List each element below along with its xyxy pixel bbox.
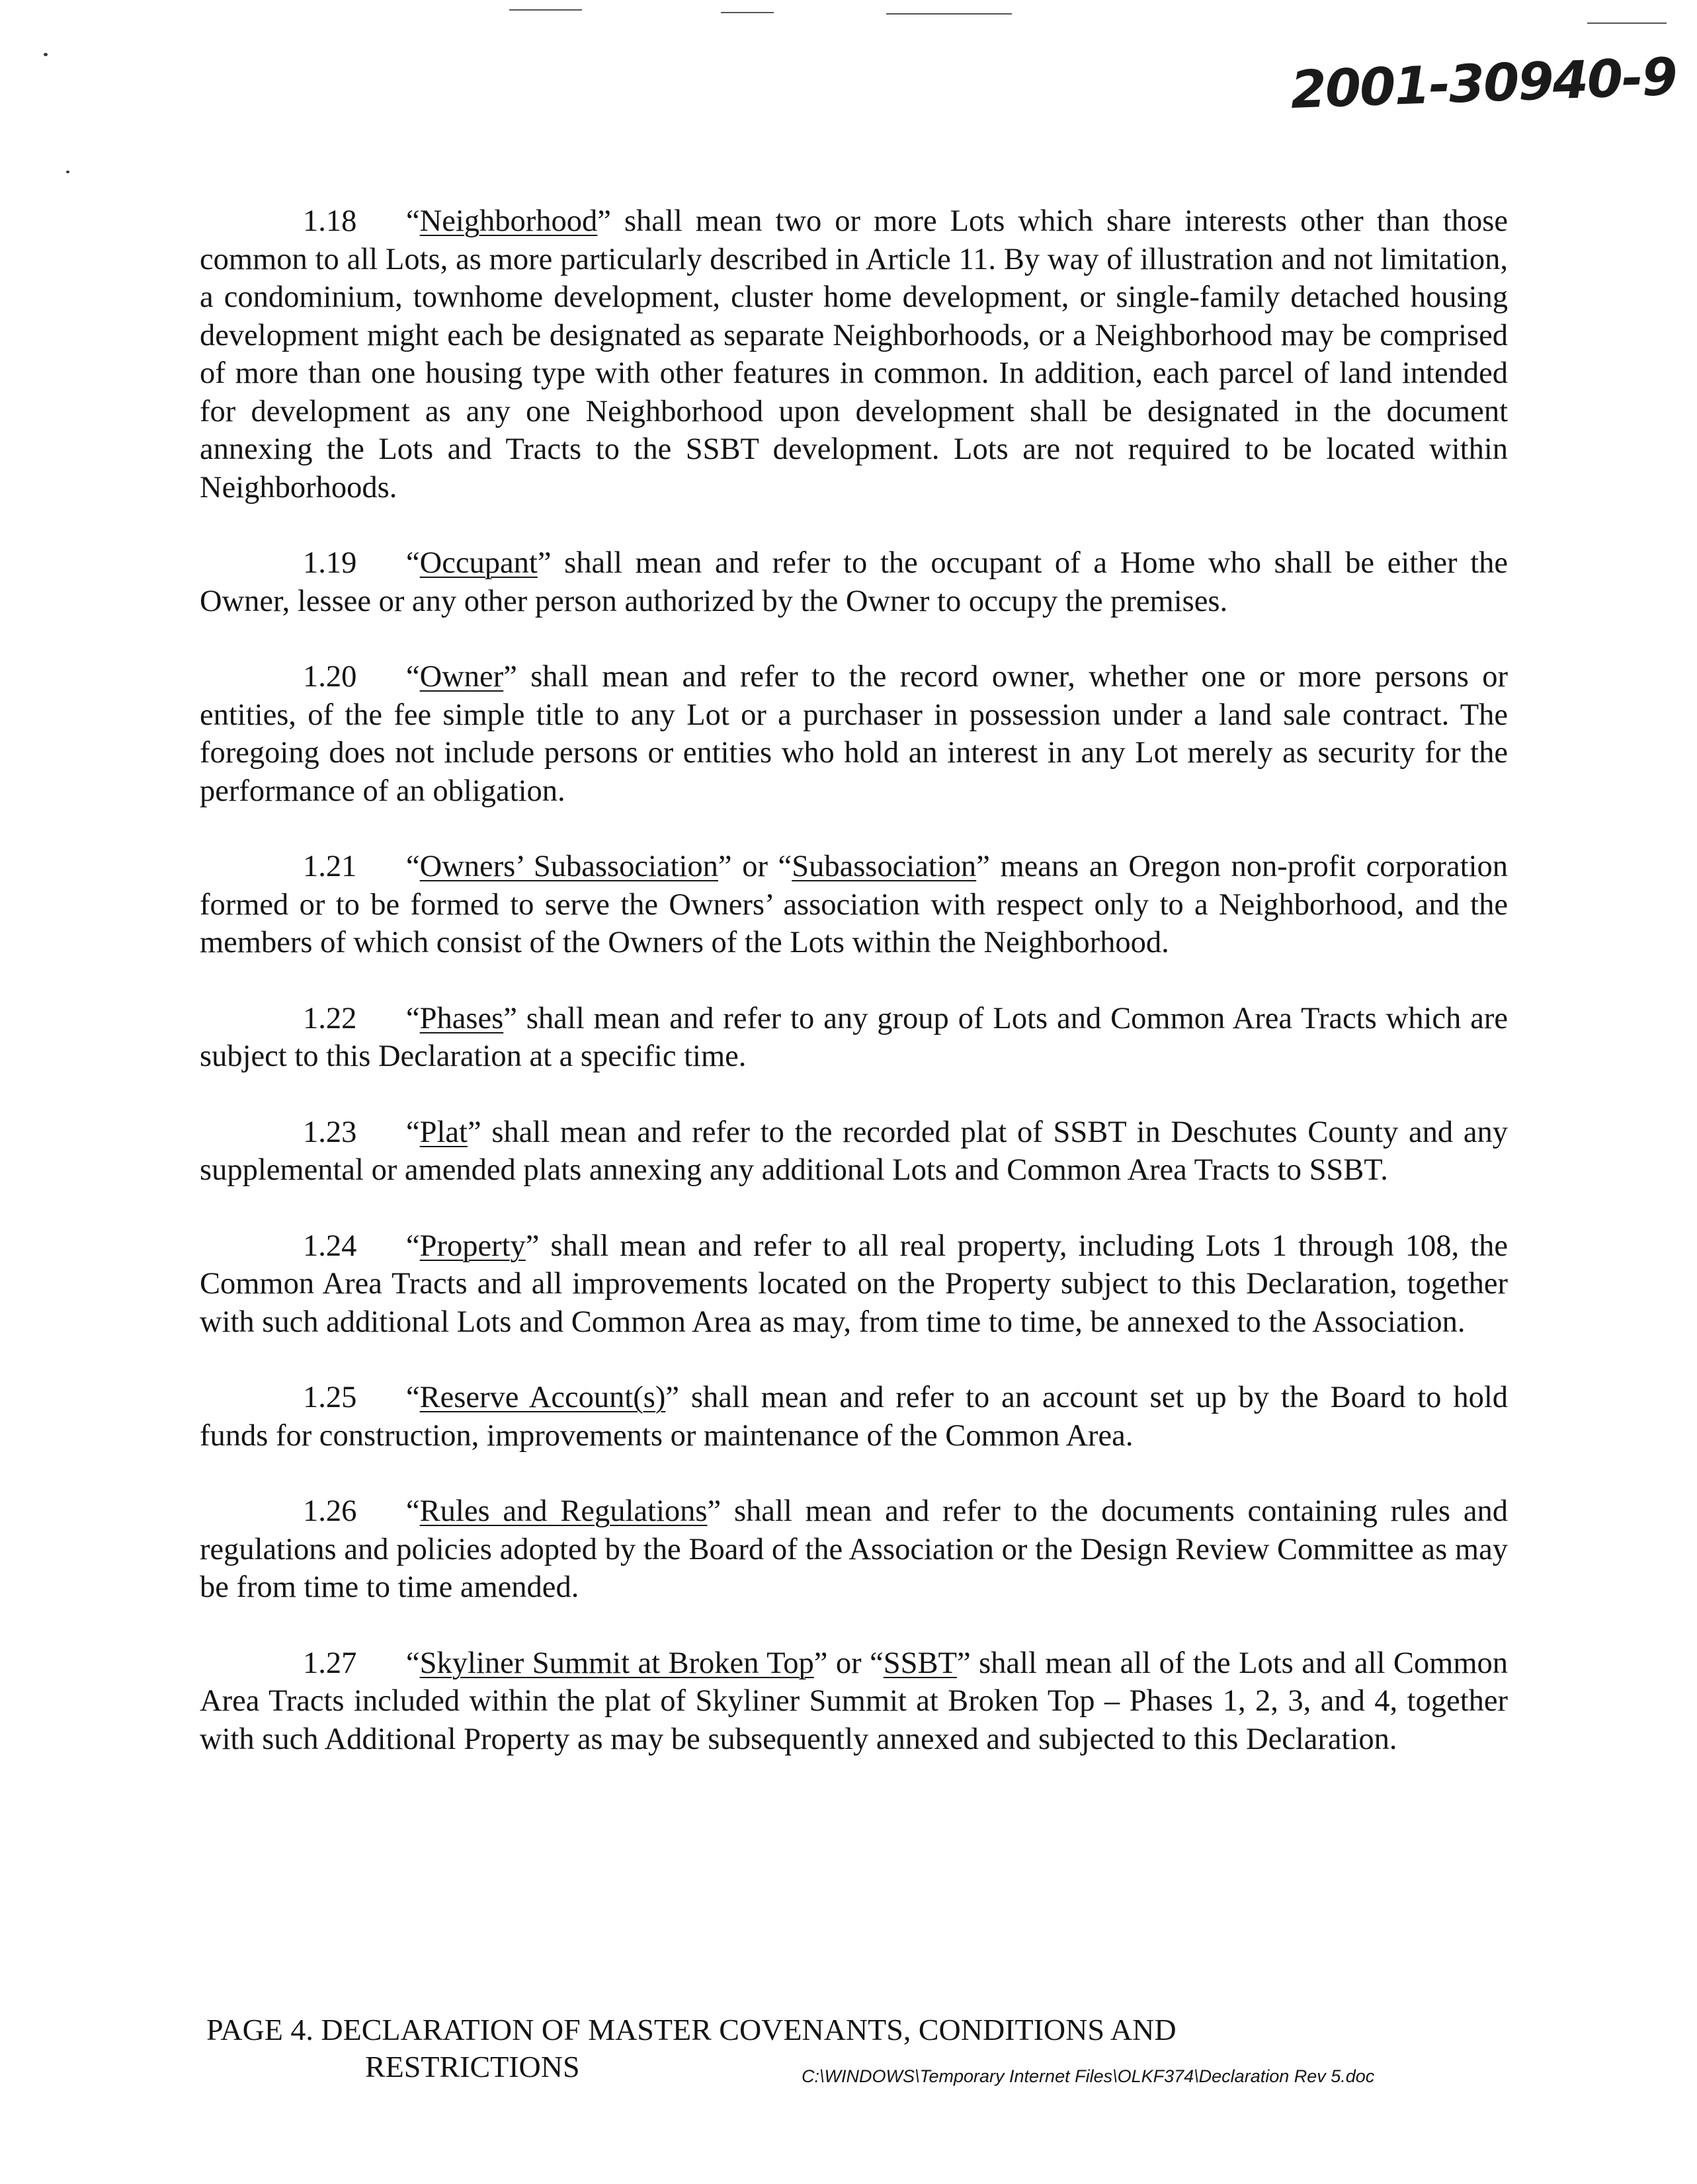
definition-paragraph: 1.25 “Reserve Account(s)” shall mean and refer to an account set up by the Board to hold funds for construction, improvements or maintenance of the Common Area.	[200, 1379, 1508, 1455]
scan-line	[721, 12, 774, 13]
defined-term: Plat	[419, 1115, 468, 1149]
defined-term-alt: SSBT	[883, 1646, 957, 1680]
definition-paragraph: 1.22 “Phases” shall mean and refer to any group of Lots and Common Area Tracts which are subject to this Declaration at a specific time.	[200, 1000, 1508, 1076]
section-number: 1.27	[303, 1646, 357, 1680]
definition-paragraph: 1.26 “Rules and Regulations” shall mean and refer to the documents containing rules and regulations and policies adopted by the Board of the Association or the Design Review Committee as may be from time to time amended.	[200, 1492, 1508, 1607]
scan-line	[509, 9, 582, 11]
defined-term: Phases	[419, 1001, 504, 1035]
definition-paragraph: 1.27 “Skyliner Summit at Broken Top” or “SSBT” shall mean all of the Lots and all Common Area Tracts included within the plat of Skyliner Summit at Broken Top – Phases 1, 2, 3, and 4, together with such Additional Property as may be subsequently annexed and subjected to this Declaration.	[200, 1644, 1508, 1759]
definition-paragraph: 1.18 “Neighborhood” shall mean two or more Lots which share interests other than those common to all Lots, as more particularly described in Article 11. By way of illustration and not limitation, a condominium, townhome development, cluster home development, or single-family detached housing development might each be designated as separate Neighborhoods, or a Neighborhood may be comprised of more than one housing type with other features in common. In addition, each parcel of land intended for development as any one Neighborhood upon development shall be designated in the document annexing the Lots and Tracts to the SSBT development. Lots are not required to be located within Neighborhoods.	[200, 202, 1508, 506]
section-number: 1.24	[303, 1229, 357, 1263]
definition-text: ” shall mean and refer to the occupant of a Home who shall be either the Owner, lessee or any other person authorized by the Owner to occupy the premises.	[200, 546, 1508, 618]
definition-text: ” shall mean two or more Lots which share interests other than those common to all Lots, as more particularly described in Article 11. By way of illustration and not limitation, a condominium, townhome development, cluster home development, or single-family detached housing development might each be designated as separate Neighborhoods, or a Neighborhood may be comprised of more than one housing type with other features in common. In addition, each parcel of land intended for development as any one Neighborhood upon development shall be designated in the document annexing the Lots and Tracts to the SSBT development. Lots are not required to be located within Neighborhoods.	[200, 204, 1508, 505]
defined-term: Owners’ Subassociation	[419, 850, 718, 883]
term-separator: ” or “	[718, 850, 792, 883]
section-number: 1.23	[303, 1115, 357, 1149]
defined-term: Reserve Account(s)	[419, 1381, 666, 1414]
definition-text: ” shall mean and refer to all real property, including Lots 1 through 108, the Common Area Tracts and all improvements located on the Property subject to this Declaration, together with such additional Lots and Common Area as may, from time to time, be annexed to the Association.	[200, 1229, 1508, 1339]
defined-term: Owner	[419, 660, 504, 694]
defined-term: Skyliner Summit at Broken Top	[419, 1646, 814, 1680]
definition-text: ” shall mean and refer to the record owner, whether one or more persons or entities, of the fee simple title to any Lot or a purchaser in possession under a land sale contract. The foregoing does not include persons or entities who hold an interest in any Lot merely as security for the performance of an obligation.	[200, 660, 1508, 808]
defined-term: Property	[419, 1229, 526, 1263]
definition-text: ” shall mean and refer to the documents containing rules and regulations and policies adopted by the Board of the Association or the Design Review Committee as may be from time to time amended.	[200, 1494, 1508, 1604]
scan-line	[886, 13, 1012, 15]
definition-text: ” shall mean and refer to the recorded plat of SSBT in Deschutes County and any supplemental or amended plats annexing any additional Lots and Common Area Tracts to SSBT.	[200, 1115, 1508, 1187]
footer-line-2	[206, 2048, 1516, 2085]
term-separator: ” or “	[813, 1646, 884, 1680]
section-number: 1.22	[303, 1001, 357, 1035]
definition-text: ” shall mean and refer to any group of Lots and Common Area Tracts which are subject to this Declaration at a specific time.	[200, 1001, 1508, 1073]
defined-term: Rules and Regulations	[419, 1494, 708, 1528]
section-number: 1.19	[303, 546, 357, 580]
document-body	[200, 202, 1508, 1796]
definition-paragraph: 1.24 “Property” shall mean and refer to all real property, including Lots 1 through 108, the Common Area Tracts and all improvements located on the Property subject to this Declaration, together with such additional Lots and Common Area as may, from time to time, be annexed to the Association.	[200, 1227, 1508, 1342]
definition-paragraph: 1.20 “Owner” shall mean and refer to the record owner, whether one or more persons or entities, of the fee simple title to any Lot or a purchaser in possession under a land sale contract. The foregoing does not include persons or entities who hold an interest in any Lot merely as security for the performance of an obligation.	[200, 658, 1508, 810]
recording-number: 2001-30940-9	[1290, 47, 1678, 120]
defined-term: Occupant	[419, 546, 538, 580]
definition-paragraph: 1.19 “Occupant” shall mean and refer to the occupant of a Home who shall be either the Owner, lessee or any other person authorized by the Owner to occupy the premises.	[200, 544, 1508, 620]
section-number: 1.21	[303, 850, 357, 883]
file-path: C:\WINDOWS\Temporary Internet Files\OLKF374\Declaration Rev 5.doc	[802, 2066, 1375, 2086]
section-number: 1.26	[303, 1494, 357, 1528]
section-number: 1.18	[303, 204, 357, 238]
defined-term-alt: Subassociation	[792, 850, 977, 883]
page-footer	[206, 2011, 1516, 2085]
footer-title-continued: RESTRICTIONS	[365, 2050, 580, 2083]
defined-term: Neighborhood	[419, 204, 598, 238]
section-number: 1.20	[303, 660, 357, 694]
definition-text: ” shall mean and refer to an account set up by the Board to hold funds for construction, improvements or maintenance of the Common Area.	[200, 1381, 1508, 1453]
section-number: 1.25	[303, 1381, 357, 1414]
scan-speck	[66, 171, 69, 173]
definition-text: ” means an Oregon non-profit corporation formed or to be formed to serve the Owners’ association with respect only to a Neighborhood, and the members of which consist of the Owners of the Lots within the Neighborhood.	[200, 850, 1508, 959]
scan-line	[1587, 22, 1667, 24]
definition-text: ” shall mean all of the Lots and all Common Area Tracts included within the plat of Skyliner Summit at Broken Top – Phases 1, 2, 3, and 4, together with such Additional Property as may be subsequently annexed and subjected to this Declaration.	[200, 1646, 1508, 1756]
scan-speck	[44, 53, 48, 56]
footer-title: PAGE 4. DECLARATION OF MASTER COVENANTS, CONDITIONS AND	[206, 2013, 1177, 2046]
definition-paragraph: 1.23 “Plat” shall mean and refer to the recorded plat of SSBT in Deschutes County and any supplemental or amended plats annexing any additional Lots and Common Area Tracts to SSBT.	[200, 1113, 1508, 1190]
definition-paragraph: 1.21 “Owners’ Subassociation” or “Subassociation” means an Oregon non-profit corporation formed or to be formed to serve the Owners’ association with respect only to a Neighborhood, and the members of which consist of the Owners of the Lots within the Neighborhood.	[200, 848, 1508, 962]
